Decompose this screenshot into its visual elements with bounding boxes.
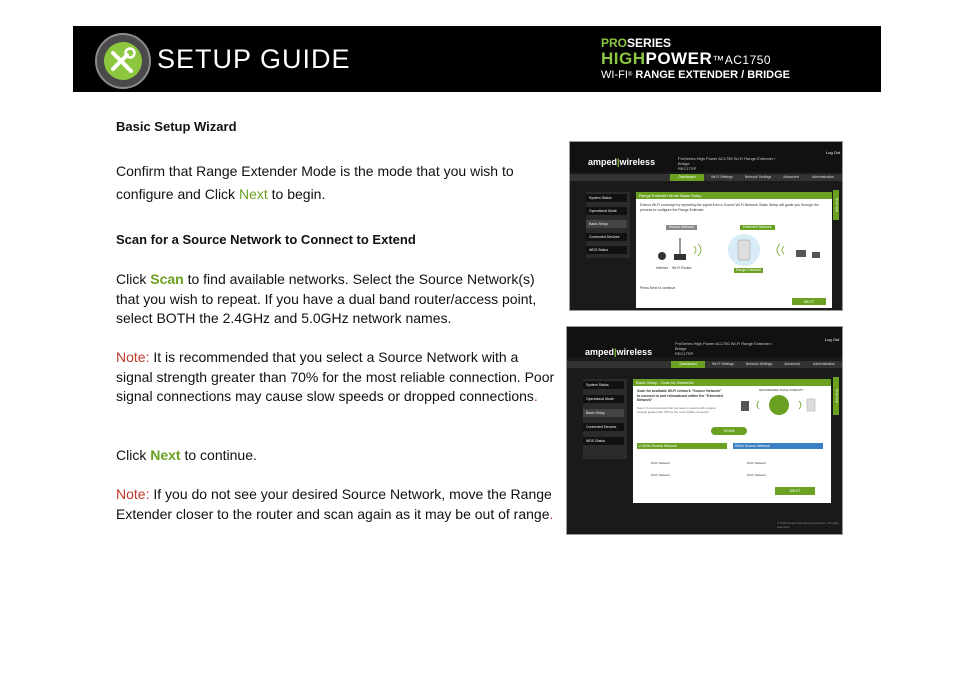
- paragraph-continue-start: Click: [116, 447, 151, 463]
- brand-tm: ™: [712, 53, 725, 67]
- product-line-2: ProSeries High Power AC1750 Wi-Fi Range Extender / Bridge: [675, 341, 773, 351]
- logout-link[interactable]: Log Out: [826, 150, 841, 155]
- note-end-2: .: [549, 505, 554, 522]
- need-help-tab[interactable]: Need Help: [833, 190, 839, 220]
- product-name: [678, 156, 788, 171]
- side-menu-2: [583, 379, 627, 459]
- tab-admin-2[interactable]: Administration: [812, 362, 836, 366]
- amped-logo-a: amped: [588, 157, 618, 167]
- label-router: Wi-Fi Router: [672, 266, 692, 270]
- brand-series: SERIES: [627, 36, 672, 50]
- paragraph-scan-text: to find available networks. Select the Source Network(s) that you wish to repeat. If you have a dual band router/access point, select BOTH the 2.4GHz and 5.0GHz network names.: [116, 271, 537, 326]
- paragraph-confirm-text: Confirm that Range Extender Mode is the mode that you wish to configure and Click: [116, 163, 514, 202]
- next-button-2[interactable]: NEXT: [775, 487, 815, 495]
- screenshot-basic-setup: [569, 141, 843, 311]
- paragraph-confirm: [116, 160, 556, 206]
- side-basic-setup[interactable]: Basic Setup: [586, 220, 627, 228]
- tab-wifi[interactable]: Wi-Fi Settings: [711, 175, 733, 179]
- scan-panel: [633, 379, 831, 503]
- product-model: REC17SP: [678, 166, 697, 171]
- brand-power: POWER: [645, 49, 713, 68]
- screenshot-scan-networks: [566, 326, 843, 535]
- tab-network[interactable]: Network Settings: [744, 175, 772, 179]
- note-end-1: .: [533, 388, 538, 404]
- side-basic-setup-2[interactable]: Basic Setup: [583, 409, 624, 417]
- header-title: SETUP GUIDE: [157, 44, 351, 74]
- tab-advanced[interactable]: Advanced: [783, 175, 799, 179]
- brand-model: AC1750: [724, 53, 772, 67]
- note-range: [116, 485, 556, 524]
- label-extended-network: Extended Network: [740, 225, 775, 230]
- note-text-2: If you do not see your desired Source Network, move the Range Extender closer to the router and scan again as it may be out of range: [116, 486, 552, 522]
- note-text-1: It is recommended that you select a Source Network with a signal strength greater than 70% for the most reliable connection. Poor signal connections may cause slow speeds or dropped connections: [116, 349, 555, 404]
- brand-wifi: WI-FI: [601, 69, 628, 81]
- amped-logo-b: wireless: [619, 157, 656, 167]
- col-24ghz: 2.4GHz Source Network: [637, 443, 727, 449]
- product-model-2: REC17SP: [675, 351, 694, 356]
- scan-link: Scan: [150, 271, 184, 287]
- amped-logo: amped|wireless: [588, 157, 656, 167]
- side-system-status[interactable]: System Status: [586, 194, 627, 202]
- scan-intro: Scan for available Wi-Fi network "Source Network" to connect to and rebroadcast within the "Extended Network": [637, 389, 723, 402]
- heading-scan: Scan for a Source Network to Connect to Extend: [116, 232, 416, 247]
- row-5-b[interactable]: Wi-Fi Network: [747, 473, 766, 477]
- side-wds-status[interactable]: WDS Status: [586, 246, 627, 254]
- signal-diagram-label: RECOMMENDED SIGNAL STRENGTH: [759, 389, 804, 392]
- panel-title: Range Extender Mode Basic Setup: [636, 192, 832, 199]
- tab-admin[interactable]: Administration: [811, 175, 835, 179]
- panel-text: Extend Wi-Fi coverage by repeating the signal from a Source Wi-Fi Network. Basic Setup will guide you through the process to configure the Range Extender.: [640, 203, 819, 212]
- paragraph-scan-start: Click: [116, 271, 151, 287]
- row-5-a[interactable]: Wi-Fi Network: [747, 461, 766, 465]
- side-system-status-2[interactable]: System Status: [583, 381, 624, 389]
- brand-line: RANGE EXTENDER / BRIDGE: [635, 69, 791, 81]
- row-24-b[interactable]: Wi-Fi Network: [651, 473, 670, 477]
- product-line: ProSeries High Power AC1750 Wi-Fi Range Extender / Bridge: [678, 156, 776, 166]
- side-operational-mode[interactable]: Operational Mode: [586, 207, 627, 215]
- tab-advanced-2[interactable]: Advanced: [784, 362, 800, 366]
- paragraph-continue: [116, 446, 556, 466]
- note-label-2: Note:: [116, 486, 150, 502]
- next-link-1: Next: [238, 186, 268, 202]
- product-name-2: [675, 341, 785, 356]
- amped-logo-2: amped|wireless: [585, 347, 653, 357]
- tools-logo: [95, 33, 151, 89]
- heading-basic-setup: Basic Setup Wizard: [116, 119, 237, 134]
- next-button-1[interactable]: NEXT: [792, 298, 826, 305]
- side-operational-mode-2[interactable]: Operational Mode: [583, 395, 624, 403]
- tab-dashboard-2[interactable]: Dashboard: [671, 361, 705, 368]
- wrench-screwdriver-icon: [104, 42, 142, 80]
- paragraph-continue-end: to continue.: [180, 447, 257, 463]
- side-connected-devices[interactable]: Connected Devices: [586, 233, 627, 241]
- signal-diagram: [729, 393, 829, 423]
- paragraph-confirm-end: to begin.: [267, 186, 326, 202]
- scan-button[interactable]: SCAN: [711, 427, 747, 435]
- scan-note: Note: It is recommended that you select a network with a signal strength greater than 70% for the most reliable connection.: [637, 406, 716, 414]
- brand-pro: PRO: [601, 36, 628, 50]
- paragraph-scan: [116, 270, 556, 329]
- scan-panel-title: Basic Setup - Scan for Networks: [633, 379, 831, 386]
- logout-link-2[interactable]: Log Out: [825, 337, 840, 342]
- label-internet: Internet: [656, 266, 668, 270]
- side-menu: [586, 192, 630, 258]
- col-5ghz: 5GHz Source Network: [733, 443, 823, 449]
- need-help-tab-2[interactable]: Need Help: [833, 377, 839, 415]
- note-label-1: Note:: [116, 349, 150, 365]
- amped-logo-2a: amped: [585, 347, 615, 357]
- note-signal: [116, 348, 556, 407]
- header-banner: [73, 26, 881, 92]
- nav-tabs-2: [567, 361, 842, 368]
- brand-logo: [601, 37, 790, 81]
- amped-logo-2b: wireless: [616, 347, 653, 357]
- tab-network-2[interactable]: Network Settings: [745, 362, 773, 366]
- next-link-2: Next: [150, 447, 181, 463]
- copyright: © 2013 Amped Wireless Corporation. All rights reserved.: [777, 521, 839, 529]
- brand-reg: ®: [627, 72, 633, 78]
- side-connected-devices-2[interactable]: Connected Devices: [583, 423, 624, 431]
- tab-wifi-2[interactable]: Wi-Fi Settings: [712, 362, 734, 366]
- label-range-extender: Range Extender: [736, 268, 762, 272]
- label-source-network: Source Network: [666, 225, 697, 230]
- row-24-a[interactable]: Wi-Fi Network: [651, 461, 670, 465]
- side-wds-status-2[interactable]: WDS Status: [583, 437, 624, 445]
- brand-high: HIGH: [601, 49, 646, 68]
- nav-tabs: [570, 174, 842, 181]
- setup-panel: [636, 192, 832, 308]
- footer-text: Press Next to continue.: [640, 286, 677, 290]
- tab-dashboard[interactable]: Dashboard: [670, 174, 704, 181]
